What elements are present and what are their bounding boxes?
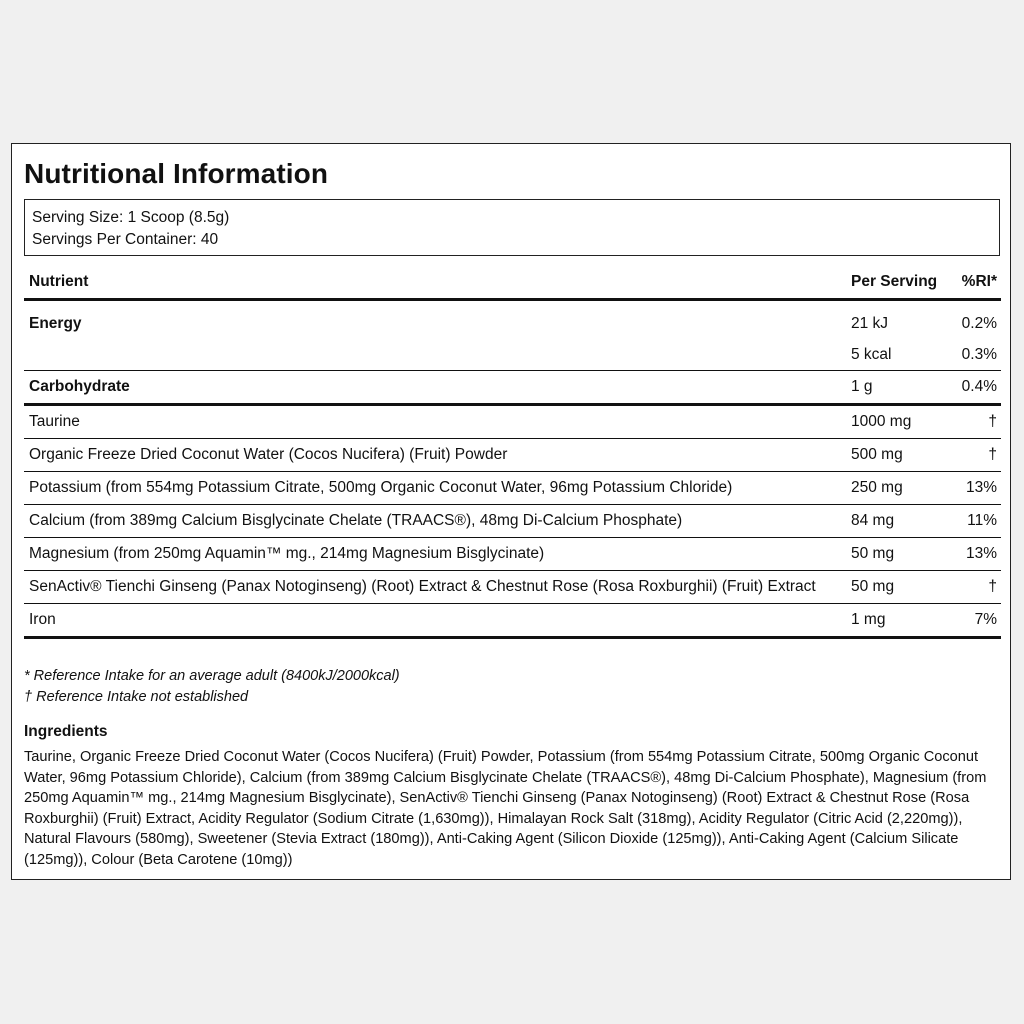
nutrient-value: 500 mg [851,439,949,472]
nutrient-value: 250 mg [851,472,949,505]
nutrient-ri: 7% [949,604,1001,638]
nutrient-value: 84 mg [851,505,949,538]
energy-kj-ri: 0.2% [961,315,997,332]
nutrient-value: 50 mg [851,538,949,571]
header-per-serving: Per Serving [851,264,949,300]
nutrient-name: Organic Freeze Dried Coconut Water (Cocos Nucifera) (Fruit) Powder [24,439,851,472]
nutrient-ri: † [949,439,1001,472]
nutrient-name: Taurine [24,405,851,439]
footnotes [24,666,400,708]
serving-size: Serving Size: 1 Scoop (8.5g) [32,209,230,226]
nutrient-name: Potassium (from 554mg Potassium Citrate, 500mg Organic Coconut Water, 96mg Potassium Chloride) [24,472,851,505]
nutrient-name: SenActiv® Tienchi Ginseng (Panax Notoginseng) (Root) Extract & Chestnut Rose (Rosa Roxburghii) (Fruit) Extract [24,571,851,604]
energy-kcal-value: 5 kcal [851,334,949,371]
table-row [24,439,1001,472]
table-row [24,538,1001,571]
header-ri: %RI* [949,264,1001,300]
ingredients-text: Taurine, Organic Freeze Dried Coconut Water (Cocos Nucifera) (Fruit) Powder, Potassium (from 554mg Potassium Citrate, 500mg Organic Coconut Water, 96mg Potassium Chloride), Calcium (from 389mg Calcium Bisglycinate Chelate (TRAACS®), 48mg Di-Calcium Phosphate), Magnesium (from 250mg Aquamin™ mg., 214mg Magnesium Bisglycinate), SenActiv® Tienchi Ginseng (Panax Notoginseng) (Root) Extract & Chestnut Rose (Rosa Roxburghii) (Fruit) Extract, Acidity Regulator (Sodium Citrate (1,630mg)), Himalayan Rock Salt (318mg), Acidity Regulator (Citric Acid (2,220mg)), Natural Flavours (580mg), Sweetener (Stevia Extract (180mg)), Anti-Caking Agent (Silicon Dioxide (125mg)), Anti-Caking Agent (Calcium Silicate (125mg)), Colour (Beta Carotene (10mg)) [24,749,987,868]
nutrient-name-carbohydrate: Carbohydrate [24,371,851,405]
table-row [24,571,1001,604]
table-row-energy-kcal [24,334,1001,371]
energy-kcal-spacer [24,334,851,371]
table-row [24,405,1001,439]
ingredients-title: Ingredients [24,723,108,740]
nutrient-table [24,264,1001,639]
energy-kj-value: 21 kJ [851,315,889,332]
nutrient-ri: † [949,571,1001,604]
footnote-ri: * Reference Intake for an average adult (8400kJ/2000kcal) [24,668,400,684]
table-row-carbohydrate [24,371,1001,405]
footnote-not-established: † Reference Intake not established [24,689,249,705]
table-row-energy-kj [24,300,1001,335]
nutrient-name: Magnesium (from 250mg Aquamin™ mg., 214mg Magnesium Bisglycinate) [24,538,851,571]
table-header-row [24,264,1001,300]
header-nutrient: Nutrient [24,264,851,300]
table-row [24,472,1001,505]
nutrient-ri: † [949,405,1001,439]
nutrient-ri: 11% [949,505,1001,538]
table-row [24,505,1001,538]
panel-title: Nutritional Information [24,158,329,189]
serving-info-box [24,199,1000,256]
servings-per-container: Servings Per Container: 40 [32,231,219,248]
nutrient-value: 1000 mg [851,405,949,439]
nutrient-ri: 13% [949,538,1001,571]
carbohydrate-ri: 0.4% [949,371,1001,405]
nutrient-value: 50 mg [851,571,949,604]
nutrient-value: 1 mg [851,604,949,638]
nutrient-ri: 13% [949,472,1001,505]
nutrient-name-energy: Energy [29,315,82,332]
nutrient-name: Iron [24,604,851,638]
table-row [24,604,1001,638]
nutrition-panel [11,143,1011,880]
energy-kcal-ri: 0.3% [949,334,1001,371]
nutrient-name: Calcium (from 389mg Calcium Bisglycinate Chelate (TRAACS®), 48mg Di-Calcium Phosphate) [24,505,851,538]
carbohydrate-value: 1 g [851,371,949,405]
